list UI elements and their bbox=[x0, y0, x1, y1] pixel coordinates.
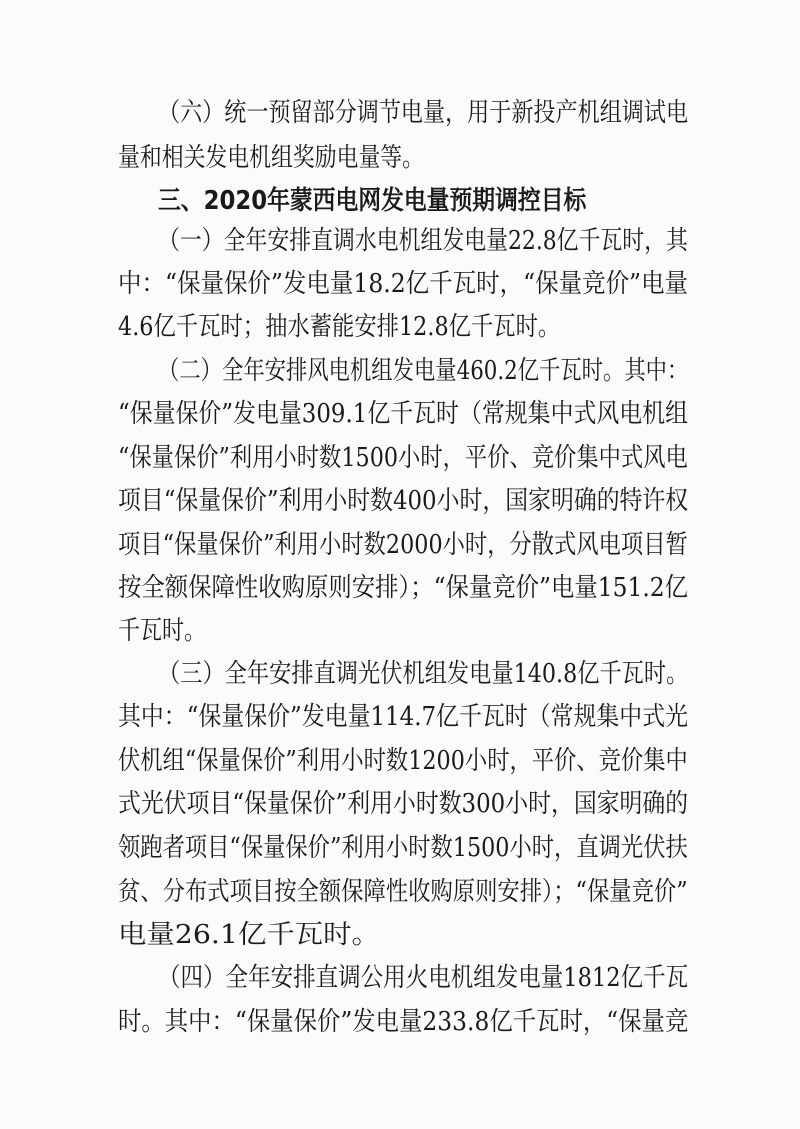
text-line-10: 项目“保量保价”利用小时数400小时，国家明确的特许权 bbox=[118, 486, 689, 516]
text-line-15: 其中：“保量保价”发电量114.7亿千瓦时（常规集中式光 bbox=[118, 702, 689, 732]
text-line-14: （三）全年安排直调光伏机组发电量140.8亿千瓦时。 bbox=[158, 659, 689, 689]
text-line-19: 贫、分布式项目按全额保障性收购原则安排）；“保量竞价” bbox=[118, 877, 688, 907]
text-line-8: “保量保价”发电量309.1亿千瓦时（常规集中式风电机组 bbox=[118, 399, 689, 429]
text-line-1: （六）统一预留部分调节电量，用于新投产机组调试电 bbox=[158, 98, 689, 128]
text-line-5: 中：“保量保价”发电量18.2亿千瓦时，“保量竞价”电量 bbox=[118, 269, 689, 299]
text-line-22: 时。其中：“保量保价”发电量233.8亿千瓦时，“保量竞 bbox=[118, 1007, 689, 1037]
text-line-2: 量和相关发电机组奖励电量等。 bbox=[118, 143, 425, 173]
text-line-12: 按全额保障性收购原则安排）；“保量竞价”电量151.2亿 bbox=[118, 573, 689, 603]
text-line-17: 式光伏项目“保量保价”利用小时数300小时，国家明确的 bbox=[118, 789, 689, 819]
text-line-9: “保量保价”利用小时数1500小时，平价、竞价集中式风电 bbox=[118, 443, 688, 473]
text-line-16: 伏机组“保量保价”利用小时数1200小时，平价、竞价集中 bbox=[118, 746, 688, 776]
text-line-18: 领跑者项目“保量保价”利用小时数1500小时，直调光伏扶 bbox=[118, 833, 688, 863]
text-line-6: 4.6亿千瓦时；抽水蓄能安排12.8亿千瓦时。 bbox=[118, 312, 561, 342]
text-line-11: 项目“保量保价”利用小时数2000小时，分散式风电项目暂 bbox=[118, 530, 688, 560]
text-line-7: （二）全年安排风电机组发电量460.2亿千瓦时。其中： bbox=[158, 356, 689, 386]
text-line-13: 千瓦时。 bbox=[118, 616, 207, 646]
text-line-21: （四）全年安排直调公用火电机组发电量1812亿千瓦 bbox=[158, 963, 689, 993]
text-line-20: 电量26.1亿千瓦时。 bbox=[118, 920, 380, 950]
text-line-4: （一）全年安排直调水电机组发电量22.8亿千瓦时，其 bbox=[158, 226, 688, 256]
section-heading: 三、2020年蒙西电网发电量预期调控目标 bbox=[158, 186, 587, 216]
